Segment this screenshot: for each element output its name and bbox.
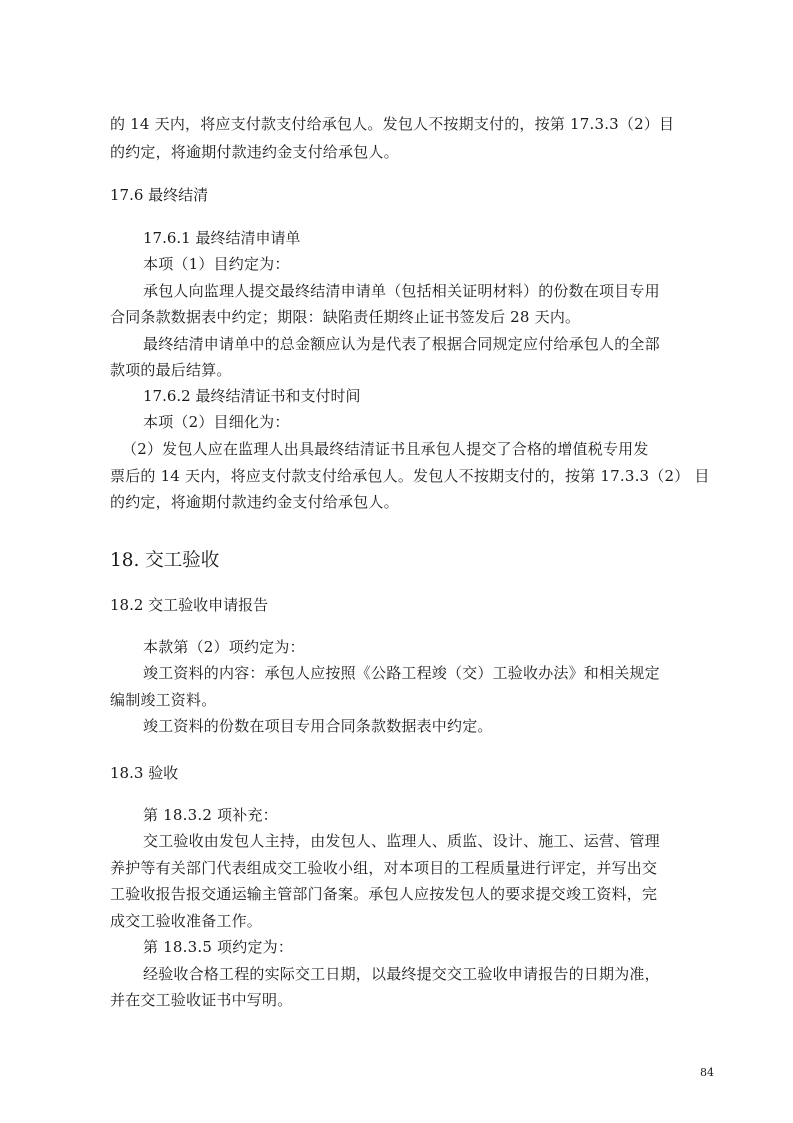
paragraph-line: （2）发包人应在监理人出具最终结清证书且承包人提交了合格的增值税专用发 bbox=[122, 440, 649, 458]
paragraph-line: 编制竣工资料。 bbox=[110, 691, 217, 709]
paragraph-line: 本项（1）目约定为： bbox=[143, 255, 290, 273]
paragraph-line: 工验收报告报交通运输主管部门备案。承包人应按发包人的要求提交竣工资料，完 bbox=[110, 885, 658, 903]
paragraph-line: 并在交工验收证书中写明。 bbox=[110, 991, 293, 1009]
paragraph-line: 成交工验收准备工作。 bbox=[110, 912, 263, 930]
paragraph-line: 最终结清申请单中的总金额应认为是代表了根据合同规定应付给承包人的全部 bbox=[143, 335, 660, 353]
subsection-heading-17-6-2: 17.6.2 最终结清证书和支付时间 bbox=[143, 387, 361, 405]
page-number: 84 bbox=[700, 1066, 714, 1079]
paragraph-line: 的约定，将逾期付款违约金支付给承包人。 bbox=[110, 493, 399, 511]
chapter-heading-18: 18. 交工验收 bbox=[110, 550, 220, 571]
paragraph-line: 本款第（2）项约定为： bbox=[143, 638, 305, 656]
paragraph-line: 的约定，将逾期付款违约金支付给承包人。 bbox=[110, 143, 399, 161]
section-heading-18-2: 18.2 交工验收申请报告 bbox=[110, 596, 269, 614]
paragraph-line: 第 18.3.5 项约定为： bbox=[143, 938, 294, 956]
paragraph-line: 竣工资料的份数在项目专用合同条款数据表中约定。 bbox=[143, 717, 493, 735]
paragraph-line: 的 14 天内，将应支付款支付给承包人。发包人不按期支付的，按第 17.3.3（2）目 bbox=[110, 115, 675, 133]
paragraph-line: 本项（2）目细化为： bbox=[143, 413, 290, 431]
paragraph-line: 合同条款数据表中约定；期限：缺陷责任期终止证书签发后 28 天内。 bbox=[110, 308, 581, 326]
section-heading-17-6: 17.6 最终结清 bbox=[110, 186, 209, 204]
paragraph-line: 竣工资料的内容：承包人应按照《公路工程竣（交）工验收办法》和相关规定 bbox=[143, 664, 660, 682]
paragraph-line: 第 18.3.2 项补充： bbox=[143, 806, 278, 824]
paragraph-line: 票后的 14 天内，将应支付款支付给承包人。发包人不按期支付的，按第 17.3.3（2） 目 bbox=[110, 467, 710, 485]
paragraph-line: 承包人向监理人提交最终结清申请单（包括相关证明材料）的份数在项目专用 bbox=[143, 282, 660, 300]
paragraph-line: 交工验收由发包人主持，由发包人、监理人、质监、设计、施工、运营、管理 bbox=[143, 832, 660, 850]
paragraph-line: 养护等有关部门代表组成交工验收小组，对本项目的工程质量进行评定，并写出交 bbox=[110, 859, 658, 877]
paragraph-line: 款项的最后结算。 bbox=[110, 361, 232, 379]
paragraph-line: 经验收合格工程的实际交工日期，以最终提交交工验收申请报告的日期为准， bbox=[143, 965, 660, 983]
section-heading-18-3: 18.3 验收 bbox=[110, 764, 179, 782]
subsection-heading-17-6-1: 17.6.1 最终结清申请单 bbox=[143, 229, 301, 247]
